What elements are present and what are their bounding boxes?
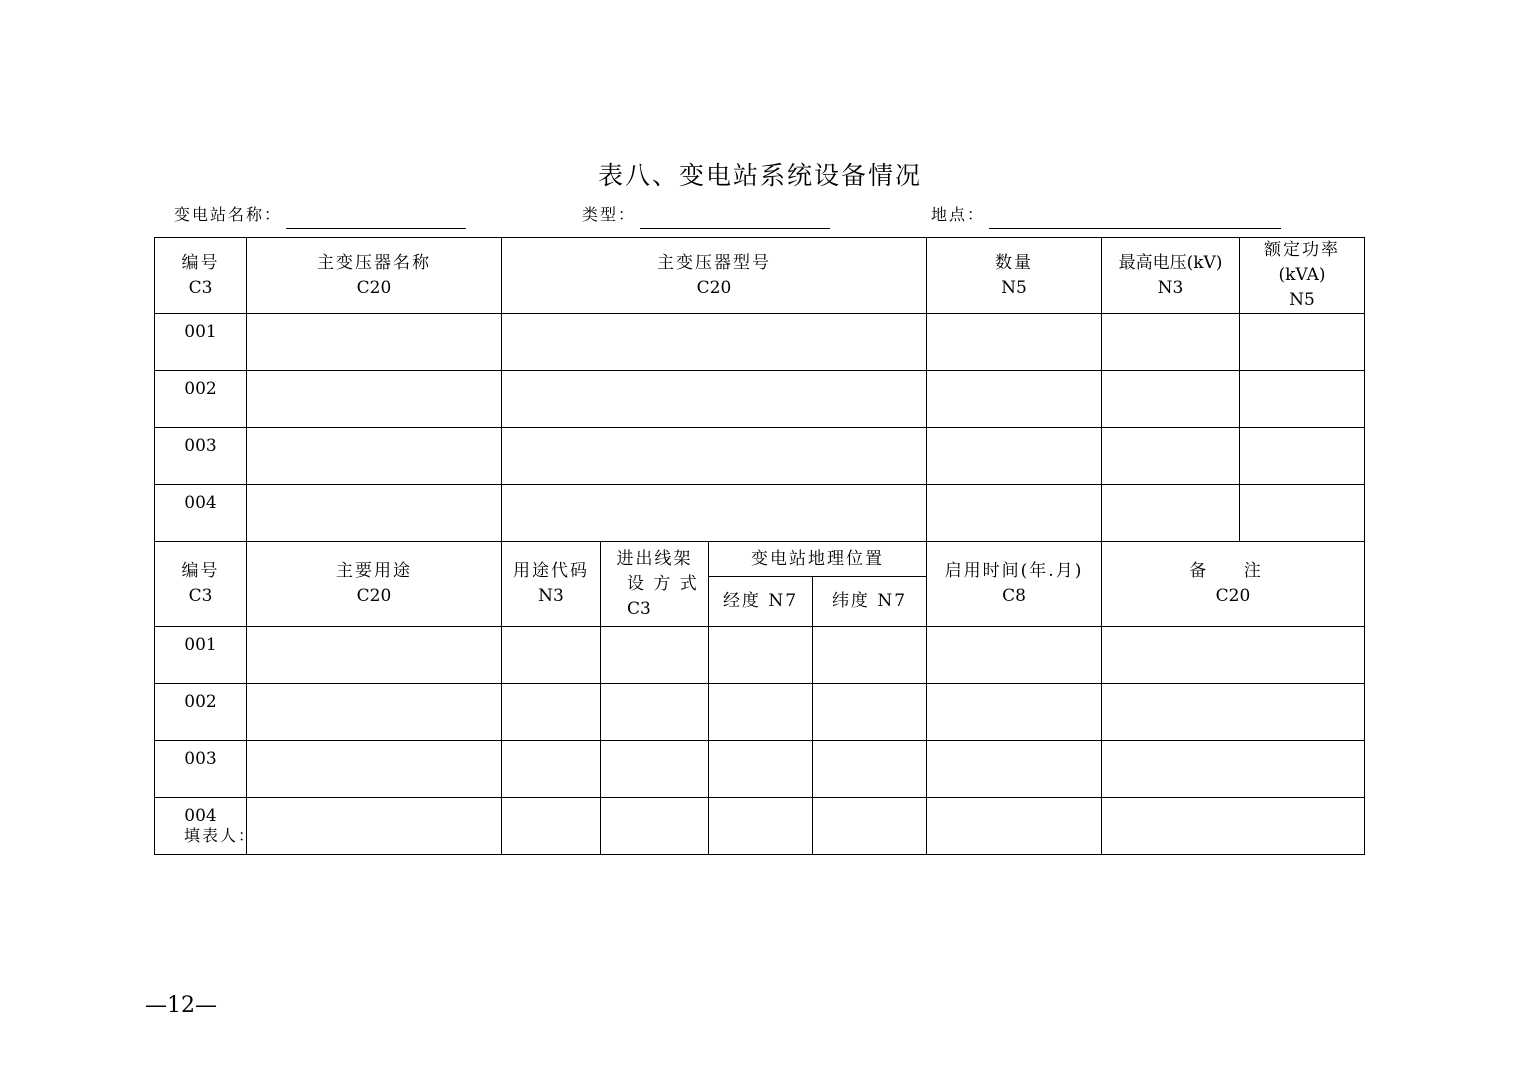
cell[interactable] — [601, 741, 709, 798]
t2-header-remark-code: C20 — [1215, 586, 1251, 606]
cell[interactable] — [927, 627, 1102, 684]
row-id: 001 — [155, 314, 247, 371]
t1-header-transformer-name-code: C20 — [356, 277, 392, 298]
cell[interactable] — [502, 485, 927, 542]
t2-header-remark — [1102, 542, 1365, 627]
row-id: 003 — [155, 428, 247, 485]
t1-header-max-voltage-label: 最高电压(kV) — [1118, 252, 1223, 273]
page-title: 表八、变电站系统设备情况 — [597, 161, 922, 190]
cell[interactable] — [709, 684, 813, 741]
t2-header-usage-code-name: 用途代码 — [513, 561, 589, 581]
t2-header-longitude: 经度 N7 — [709, 577, 813, 627]
t1-header-transformer-name-label: 主变压器名称 — [317, 252, 431, 273]
cell[interactable] — [1102, 627, 1365, 684]
t2-header-geo: 变电站地理位置 — [709, 542, 927, 577]
cell[interactable] — [927, 798, 1102, 855]
row-id: 003 — [155, 741, 247, 798]
type-label: 类型： — [582, 205, 637, 224]
cell[interactable] — [247, 627, 502, 684]
table-row — [155, 627, 1365, 684]
t2-header-usage — [247, 542, 502, 627]
cell[interactable] — [247, 371, 502, 428]
t1-header-quantity-label: 数量 — [995, 252, 1033, 273]
cell[interactable] — [247, 485, 502, 542]
cell[interactable] — [709, 627, 813, 684]
row-id: 004 — [155, 798, 247, 855]
t1-header-rated-power-label: 额定功率 — [1264, 240, 1340, 260]
t2-header-id-name: 编号 — [181, 561, 220, 581]
t1-header-rated-power-code: N5 — [1289, 290, 1315, 310]
cell[interactable] — [709, 798, 813, 855]
t1-header-quantity — [927, 238, 1102, 314]
row-id: 001 — [155, 627, 247, 684]
cell[interactable] — [1240, 428, 1365, 485]
cell[interactable] — [1240, 314, 1365, 371]
t1-header-rated-power — [1240, 238, 1365, 314]
cell[interactable] — [1102, 684, 1365, 741]
cell[interactable] — [502, 314, 927, 371]
cell[interactable] — [1102, 371, 1240, 428]
page-number: —12— — [145, 993, 217, 1018]
filler-label: 填表人： — [184, 826, 257, 845]
type-input-line[interactable] — [640, 202, 830, 229]
t1-header-transformer-model-code: C20 — [696, 277, 732, 298]
equipment-table — [154, 237, 1365, 855]
t1-header-id — [155, 238, 247, 314]
t1-header-transformer-model — [502, 238, 927, 314]
cell[interactable] — [927, 428, 1102, 485]
t1-header-id-name: 编号 — [181, 252, 220, 273]
cell[interactable] — [927, 684, 1102, 741]
station-name-label: 变电站名称： — [174, 205, 283, 224]
t2-header-line-frame — [601, 542, 709, 627]
type-field — [582, 202, 830, 229]
t1-header-max-voltage — [1102, 238, 1240, 314]
cell[interactable] — [813, 684, 927, 741]
cell[interactable] — [1240, 371, 1365, 428]
table-row — [155, 741, 1365, 798]
t2-header-id-code: C3 — [188, 586, 213, 606]
cell[interactable] — [502, 428, 927, 485]
cell[interactable] — [1102, 741, 1365, 798]
t2-header-usage-code: C20 — [356, 586, 392, 606]
table-row — [155, 314, 1365, 371]
t1-header-max-voltage-code: N3 — [1157, 277, 1184, 298]
cell[interactable] — [601, 684, 709, 741]
t2-header-start-time-name: 启用时间(年.月) — [944, 561, 1084, 581]
t2-header-usage-code-code: N3 — [538, 586, 564, 606]
cell[interactable] — [1240, 485, 1365, 542]
cell[interactable] — [247, 684, 502, 741]
table-row — [155, 371, 1365, 428]
t1-header-rated-power-unit: (kVA) — [1278, 265, 1326, 285]
cell[interactable] — [502, 741, 601, 798]
cell[interactable] — [1102, 314, 1240, 371]
cell[interactable] — [927, 485, 1102, 542]
table-row — [155, 485, 1365, 542]
cell[interactable] — [927, 371, 1102, 428]
t2-header-remark-name: 备 注 — [1189, 561, 1277, 581]
table-row — [155, 684, 1365, 741]
t1-header-quantity-code: N5 — [1001, 277, 1027, 298]
cell[interactable] — [247, 798, 502, 855]
row-id: 002 — [155, 371, 247, 428]
t2-header-id — [155, 542, 247, 627]
table2-header-row — [155, 542, 1365, 577]
t2-header-usage-name: 主要用途 — [336, 561, 412, 581]
table-row — [155, 798, 1365, 855]
location-label: 地点： — [931, 205, 986, 224]
cell[interactable] — [1102, 485, 1240, 542]
cell[interactable] — [502, 627, 601, 684]
cell[interactable] — [927, 314, 1102, 371]
cell[interactable] — [247, 314, 502, 371]
cell[interactable] — [502, 798, 601, 855]
t2-header-start-time — [927, 542, 1102, 627]
cell[interactable] — [1102, 798, 1365, 855]
header-fields — [0, 202, 1520, 234]
t2-header-usage-code-col — [502, 542, 601, 627]
location-input-line[interactable] — [989, 202, 1281, 229]
cell[interactable] — [502, 371, 927, 428]
row-id: 004 — [155, 485, 247, 542]
t1-header-id-code: C3 — [188, 277, 213, 298]
t2-header-start-time-code: C8 — [1002, 586, 1026, 606]
t1-header-transformer-name — [247, 238, 502, 314]
station-name-field — [174, 202, 466, 229]
location-field — [931, 202, 1281, 229]
cell[interactable] — [247, 741, 502, 798]
cell[interactable] — [813, 798, 927, 855]
t2-header-latitude: 纬度 N7 — [813, 577, 927, 627]
cell[interactable] — [813, 741, 927, 798]
cell[interactable] — [502, 684, 601, 741]
station-name-input-line[interactable] — [286, 202, 466, 229]
cell[interactable] — [247, 428, 502, 485]
cell[interactable] — [1102, 428, 1240, 485]
t1-header-transformer-model-label: 主变压器型号 — [657, 252, 771, 273]
cell[interactable] — [709, 741, 813, 798]
cell[interactable] — [927, 741, 1102, 798]
cell[interactable] — [601, 627, 709, 684]
t2-header-line-frame-line1: 进出线架 — [616, 548, 693, 569]
table-row — [155, 428, 1365, 485]
t2-header-line-frame-line2: 设 方 式 — [627, 573, 699, 594]
cell[interactable] — [813, 627, 927, 684]
cell[interactable] — [601, 798, 709, 855]
table1-header-row — [155, 238, 1365, 314]
row-id: 002 — [155, 684, 247, 741]
t2-header-line-frame-code: C3 — [627, 598, 651, 619]
